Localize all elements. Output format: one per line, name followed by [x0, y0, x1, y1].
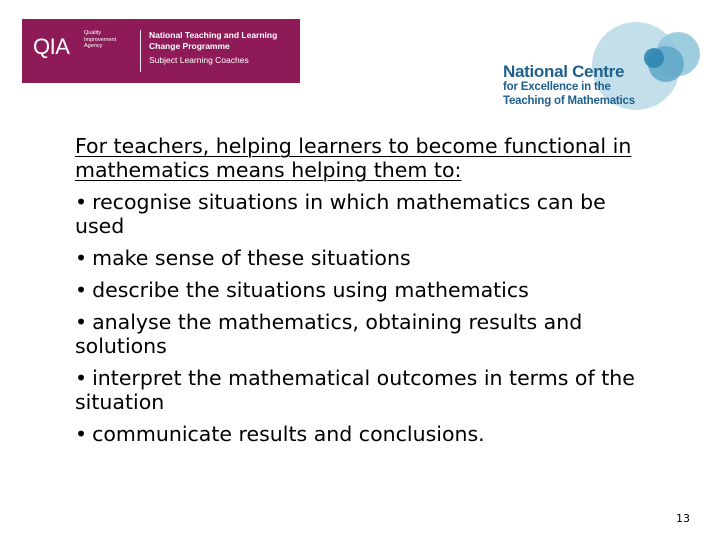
intro-text: For teachers, helping learners to become functional in mathematics means helping them to:: [75, 134, 632, 182]
qia-coaches-label: Subject Learning Coaches: [149, 55, 249, 65]
qia-logo: QIA: [33, 34, 70, 59]
qia-programme-name: [149, 30, 297, 52]
page-number: 13: [676, 512, 690, 525]
qia-agency-name: [84, 30, 134, 50]
bullet-marker: •: [75, 422, 88, 446]
ncetm-logo-text: [503, 62, 683, 108]
bullet-item: [75, 310, 645, 358]
ncetm-title: National Centre: [503, 62, 625, 81]
slide-content: [75, 134, 645, 454]
bullet-text: describe the situations using mathematics: [92, 278, 529, 302]
qia-divider: [140, 30, 141, 72]
qia-banner: [22, 19, 300, 83]
ncetm-line: Teaching of Mathematics: [503, 94, 635, 107]
bullet-item: [75, 278, 645, 302]
bullet-marker: •: [75, 310, 88, 334]
bullet-item: [75, 366, 645, 414]
bullet-marker: •: [75, 246, 88, 270]
bullet-list: [75, 190, 645, 446]
bullet-item: [75, 190, 645, 238]
bullet-marker: •: [75, 278, 88, 302]
qia-programme-line: National Teaching and Learning: [149, 30, 278, 40]
bullet-text: analyse the mathematics, obtaining results and solutions: [75, 310, 583, 358]
bullet-text: interpret the mathematical outcomes in terms of the situation: [75, 366, 635, 414]
qia-agency-line: Quality: [84, 30, 102, 36]
bullet-text: recognise situations in which mathematics can be used: [75, 190, 606, 238]
bullet-marker: •: [75, 190, 88, 214]
bullet-text: make sense of these situations: [92, 246, 411, 270]
bullet-marker: •: [75, 366, 88, 390]
bullet-text: communicate results and conclusions.: [92, 422, 485, 446]
qia-agency-line: Improvement: [84, 36, 117, 43]
bullet-item: [75, 422, 645, 446]
qia-agency-line: Agency: [84, 43, 103, 49]
qia-programme-line: Change Programme: [149, 41, 230, 51]
ncetm-line: for Excellence in the: [503, 81, 611, 93]
bullet-item: [75, 246, 645, 270]
